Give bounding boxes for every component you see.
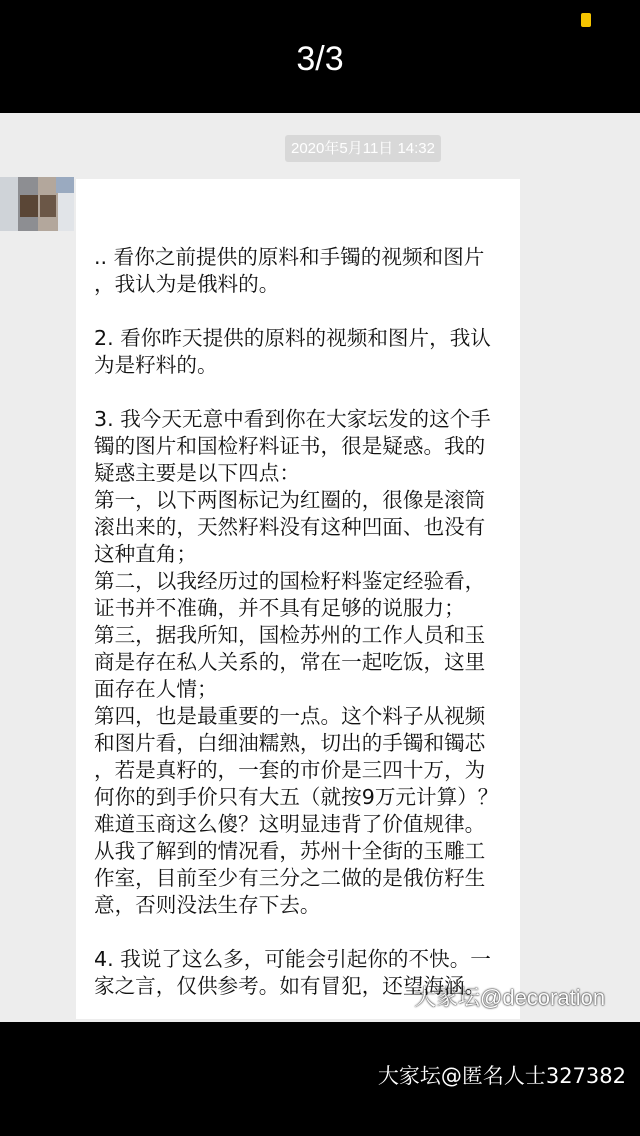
message-line: 家之言，仅供参考。如有冒犯，还望海涵。	[94, 974, 486, 998]
message-line: 镯的图片和国检籽料证书，很是疑惑。我的	[94, 434, 486, 458]
message-blank-line	[94, 379, 510, 406]
message-line: .. 看你之前提供的原料和手镯的视频和图片	[94, 245, 485, 269]
message-line: 第二，以我经历过的国检籽料鉴定经验看，	[94, 569, 486, 593]
message-line: 难道玉商这么傻？这明显违背了价值规律。	[94, 812, 486, 836]
message-line: 作室，目前至少有三分之二做的是俄仿籽生	[94, 866, 486, 890]
message-line: 滚出来的，天然籽料没有这种凹面、也没有	[94, 515, 486, 539]
message-line: 第四，也是最重要的一点。这个料子从视频	[94, 704, 486, 728]
message-line: 疑惑主要是以下四点：	[94, 461, 300, 485]
message-line: 面存在人情；	[94, 677, 218, 701]
viewer-bottom-bar	[0, 1022, 640, 1136]
message-line: 为是籽料的。	[94, 353, 218, 377]
message-line: 这种直角；	[94, 542, 197, 566]
message-line: 和图片看，白细油糯熟，切出的手镯和镯芯	[94, 731, 486, 755]
message-text	[94, 244, 510, 1000]
message-blank-line	[94, 919, 510, 946]
message-line: 商是存在私人关系的，常在一起吃饭，这里	[94, 650, 486, 674]
watermark-bottom: 大家坛@匿名人士327382	[377, 1064, 626, 1088]
message-line: 何你的到手价只有大五（就按9万元计算）？	[94, 785, 499, 809]
watermark-inline: 大家坛@decoration	[414, 985, 606, 1010]
message-line: 证书并不准确，并不具有足够的说服力；	[94, 596, 465, 620]
message-line: 意，否则没法生存下去。	[94, 893, 321, 917]
status-indicator-icon	[581, 13, 591, 27]
viewer-top-bar	[0, 0, 640, 113]
message-line: ，我认为是俄料的。	[94, 272, 280, 296]
sender-avatar-blurred	[0, 177, 74, 231]
message-line: 2. 看你昨天提供的原料的视频和图片，我认	[94, 326, 491, 350]
message-line: 第三，据我所知，国检苏州的工作人员和玉	[94, 623, 486, 647]
message-blank-line	[94, 298, 510, 325]
message-line: ，若是真籽的，一套的市价是三四十万，为	[94, 758, 486, 782]
message-timestamp: 2020年5月11日 14:32	[285, 135, 441, 162]
message-line: 第一，以下两图标记为红圈的，很像是滚筒	[94, 488, 486, 512]
message-line: 4. 我说了这么多，可能会引起你的不快。一	[94, 947, 491, 971]
page-counter: 3/3	[296, 40, 344, 78]
message-line: 从我了解到的情况看，苏州十全街的玉雕工	[94, 839, 486, 863]
message-line: 3. 我今天无意中看到你在大家坛发的这个手	[94, 407, 491, 431]
